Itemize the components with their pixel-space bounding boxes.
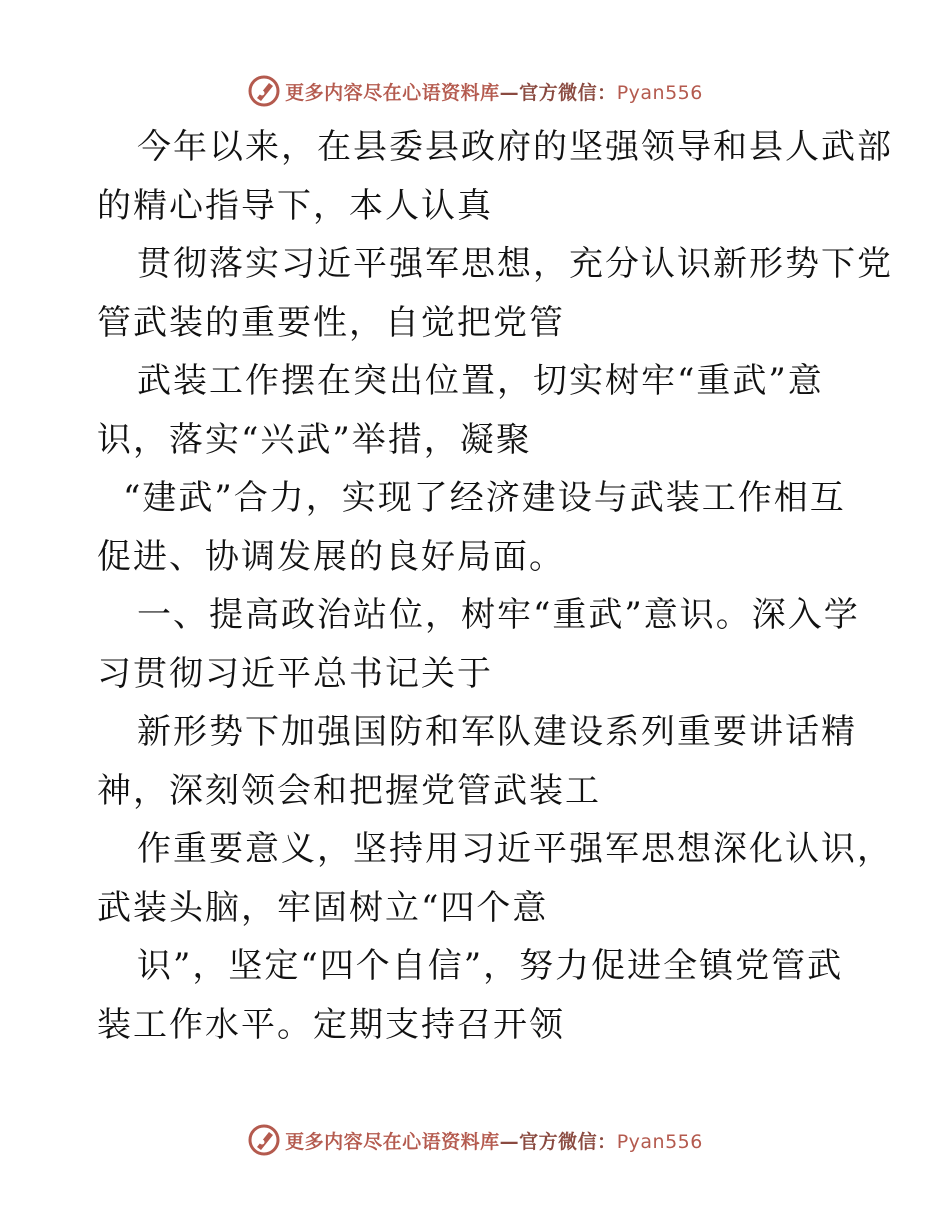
pen-nib-circle-icon (247, 74, 281, 108)
text-line: 今年以来，在县委县政府的坚强领导和县人武部 (137, 127, 893, 167)
watermark-id: Pyan556 (616, 81, 703, 104)
text-line: 促进、协调发展的良好局面。 (97, 536, 565, 577)
document-body (97, 118, 893, 1054)
text-line: 贯彻落实习近平强军思想，充分认识新形势下党 (137, 244, 893, 284)
text-line: 的精心指导下，本人认真 (97, 185, 493, 226)
text-line: 管武装的重要性，自觉把党管 (97, 302, 565, 343)
watermark-text (285, 1127, 703, 1154)
watermark-sub: —官方微信： (499, 1130, 617, 1153)
watermark-main: 更多内容尽在心语资料库 (285, 1130, 500, 1153)
footer-watermark (0, 1120, 950, 1160)
pen-nib-circle-icon (247, 1123, 281, 1157)
paragraph (97, 820, 893, 937)
paragraph (97, 352, 857, 469)
paragraph (97, 586, 860, 703)
text-line: “建武”合力，实现了经济建设与武装工作相互 (123, 478, 846, 518)
paragraph (97, 118, 893, 235)
watermark-main: 更多内容尽在心语资料库 (285, 81, 500, 104)
text-line: 武装头脑，牢固树立“四个意 (97, 887, 549, 928)
text-line: 识，落实“兴武”举措，凝聚 (97, 419, 532, 460)
text-line: 一、提高政治站位，树牢“重武”意识。深入学 (137, 595, 860, 635)
text-line: 识”，坚定“四个自信”，努力促进全镇党管武 (137, 946, 844, 986)
text-line: 作重要意义，坚持用习近平强军思想深化认识， (137, 829, 893, 869)
paragraph (97, 235, 893, 352)
watermark-text (285, 78, 703, 105)
header-watermark (0, 71, 950, 111)
paragraph (97, 703, 857, 820)
text-line: 新形势下加强国防和军队建设系列重要讲话精 (137, 712, 857, 752)
watermark-sub: —官方微信： (499, 81, 617, 104)
text-line: 神，深刻领会和把握党管武装工 (97, 770, 601, 811)
text-line: 习贯彻习近平总书记关于 (97, 653, 493, 694)
watermark-id: Pyan556 (616, 1130, 703, 1153)
text-line: 武装工作摆在突出位置，切实树牢“重武”意 (137, 361, 824, 401)
paragraph (97, 937, 857, 1054)
text-line: 装工作水平。定期支持召开领 (97, 1004, 565, 1045)
paragraph (97, 469, 857, 586)
